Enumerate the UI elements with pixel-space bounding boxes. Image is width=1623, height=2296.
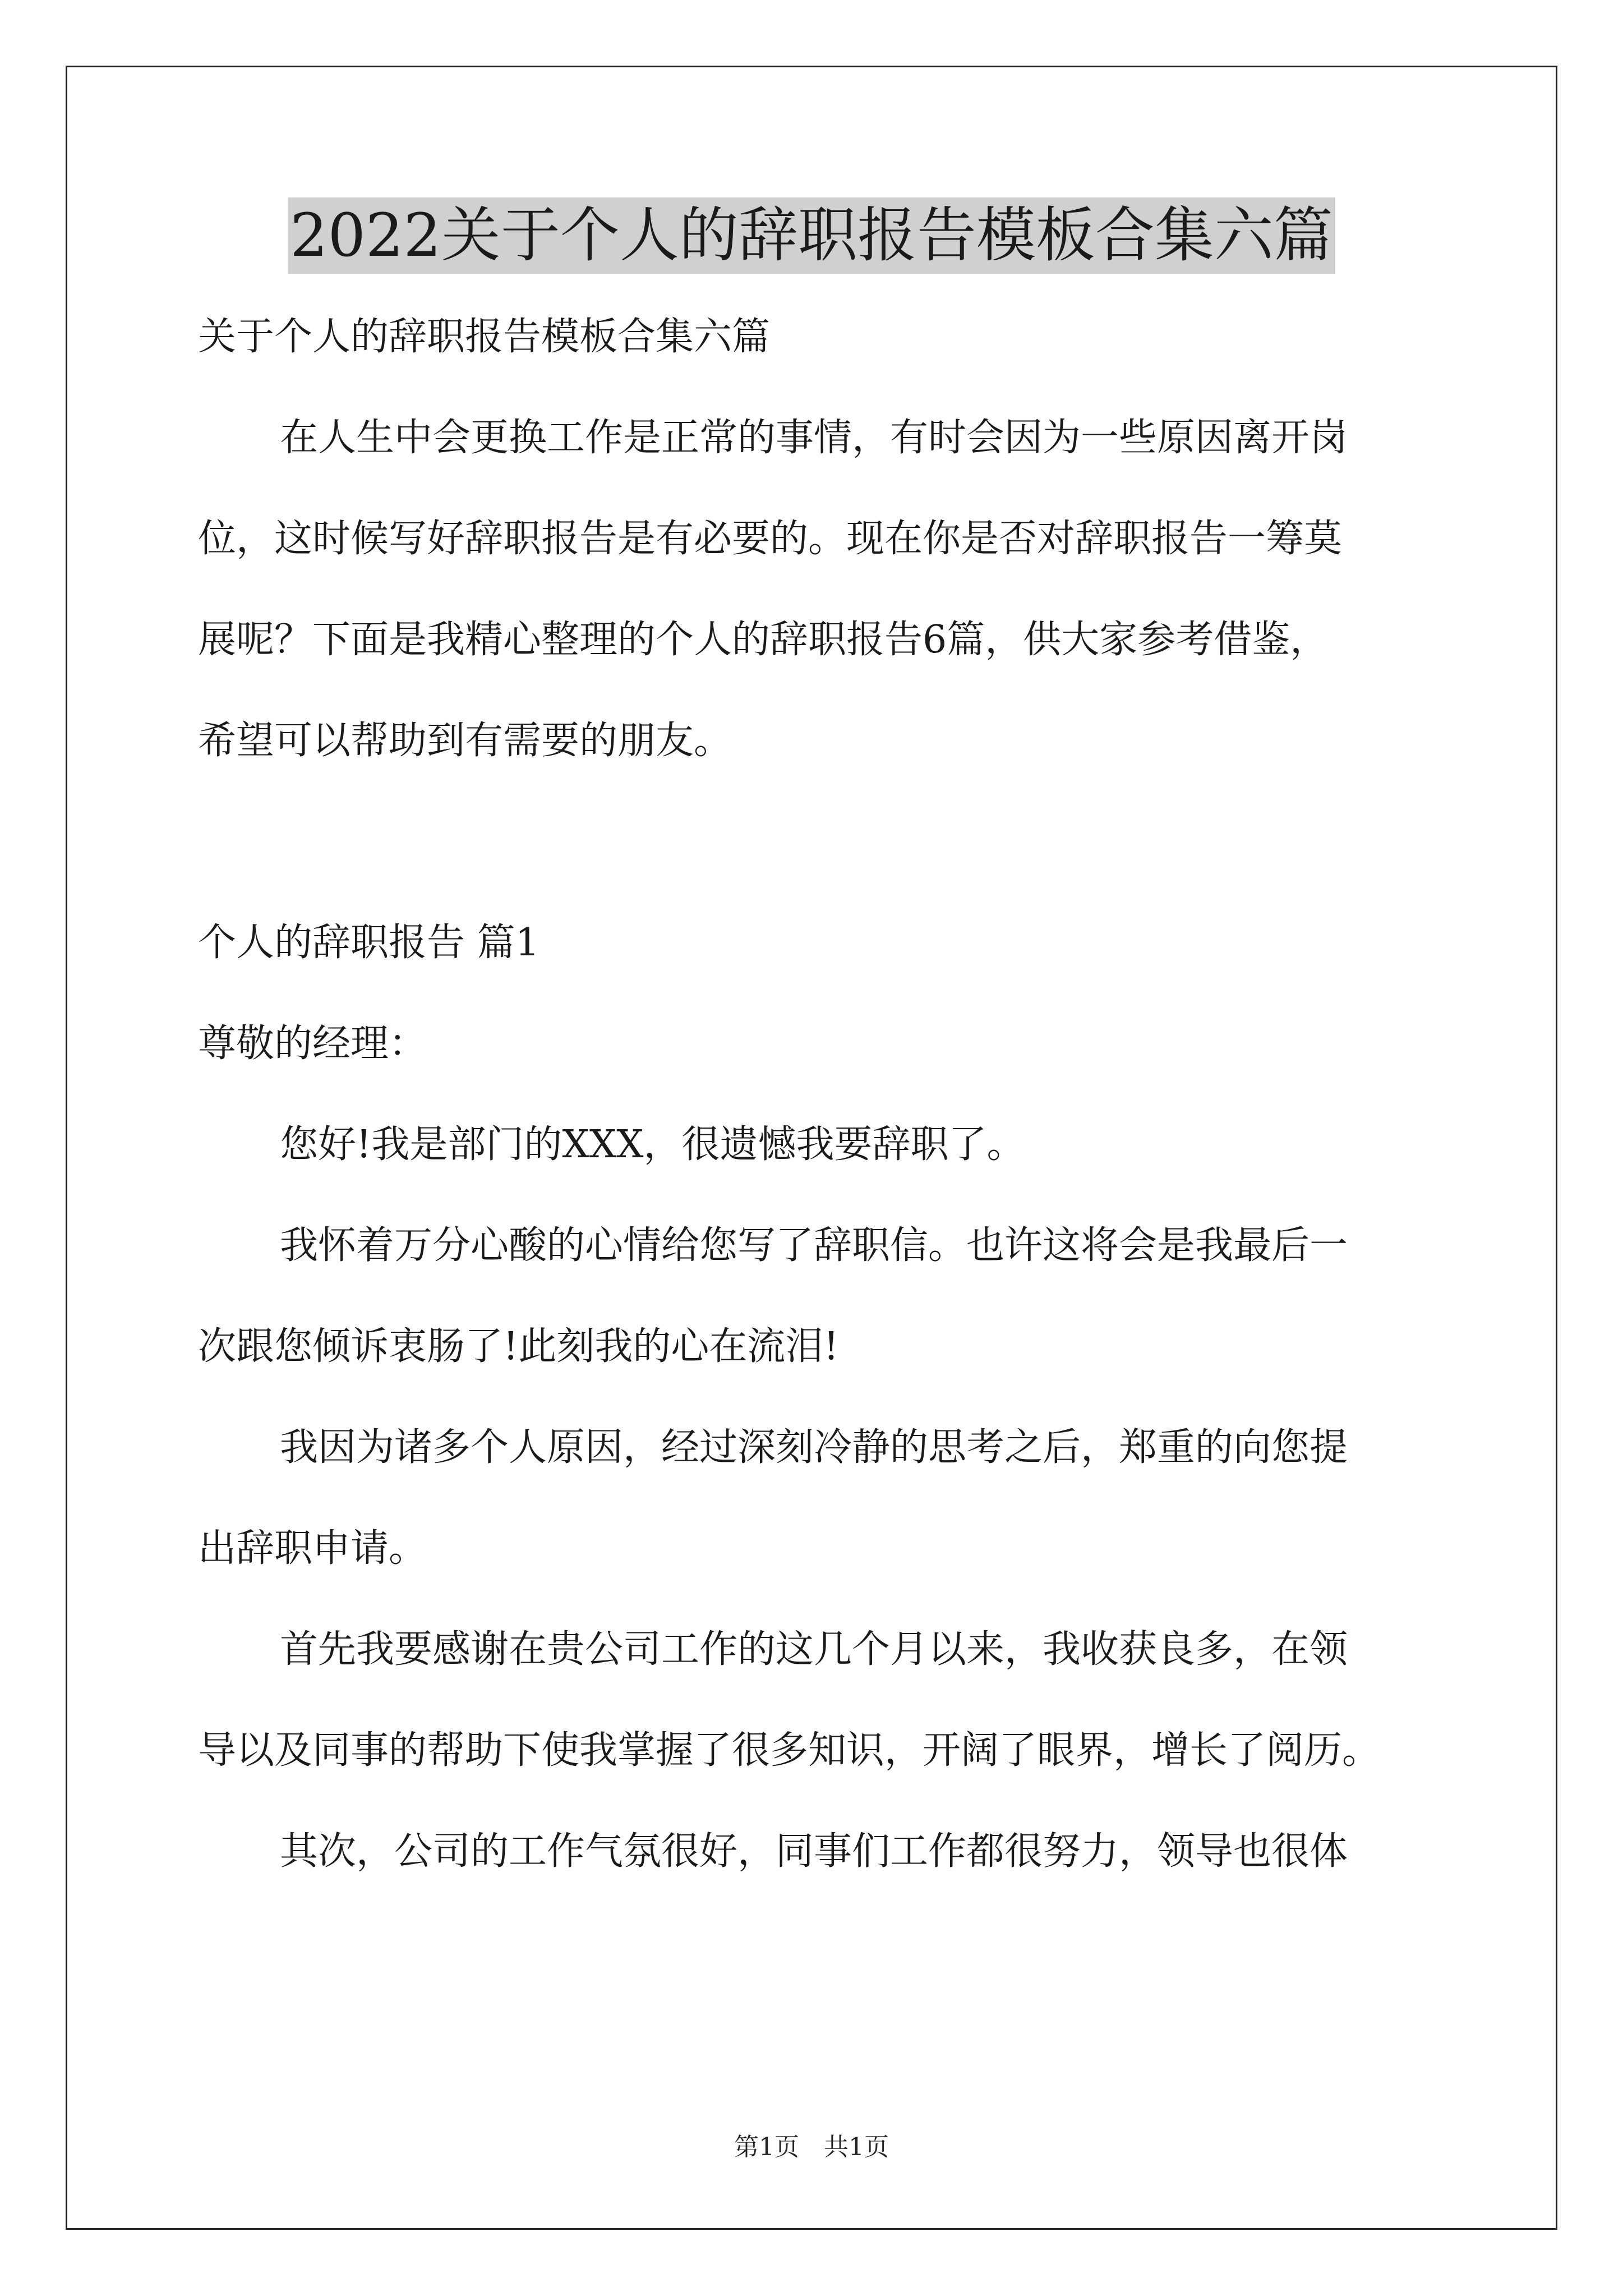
- para4-line-1: 其次，公司的工作气氛很好，同事们工作都很努力，领导也很体: [280, 1829, 1348, 1874]
- section-heading: 个人的辞职报告 篇1: [198, 921, 540, 965]
- title-container: [0, 197, 1623, 274]
- para2-line-1: 我因为诸多个人原因，经过深刻冷静的思考之后，郑重的向您提: [280, 1425, 1348, 1470]
- salutation: 尊敬的经理：: [198, 1022, 427, 1066]
- greeting: 您好!我是部门的XXX，很遗憾我要辞职了。: [280, 1122, 1025, 1167]
- intro-line-2: 位，这时候写好辞职报告是有必要的。现在你是否对辞职报告一筹莫: [198, 517, 1343, 561]
- document-title: 2022关于个人的辞职报告模板合集六篇: [288, 197, 1335, 274]
- intro-line-1: 在人生中会更换工作是正常的事情，有时会因为一些原因离开岗: [280, 416, 1348, 460]
- page-footer: [0, 2132, 1623, 2163]
- intro-line-3: 展呢？下面是我精心整理的个人的辞职报告6篇，供大家参考借鉴，: [198, 618, 1329, 662]
- para3-line-2: 导以及同事的帮助下使我掌握了很多知识，开阔了眼界，增长了阅历。: [198, 1728, 1381, 1773]
- para1-line-1: 我怀着万分心酸的心情给您写了辞职信。也许这将会是我最后一: [280, 1223, 1348, 1268]
- para2-line-2: 出辞职申请。: [198, 1526, 427, 1571]
- intro-line-4: 希望可以帮助到有需要的朋友。: [198, 719, 732, 763]
- page-number: 第1页 共1页: [734, 2133, 889, 2161]
- para3-line-1: 首先我要感谢在贵公司工作的这几个月以来，我收获良多，在领: [280, 1627, 1348, 1672]
- subtitle: 关于个人的辞职报告模板合集六篇: [198, 315, 771, 359]
- document-body: [198, 312, 1432, 1877]
- para1-line-2: 次跟您倾诉衷肠了!此刻我的心在流泪!: [198, 1324, 839, 1369]
